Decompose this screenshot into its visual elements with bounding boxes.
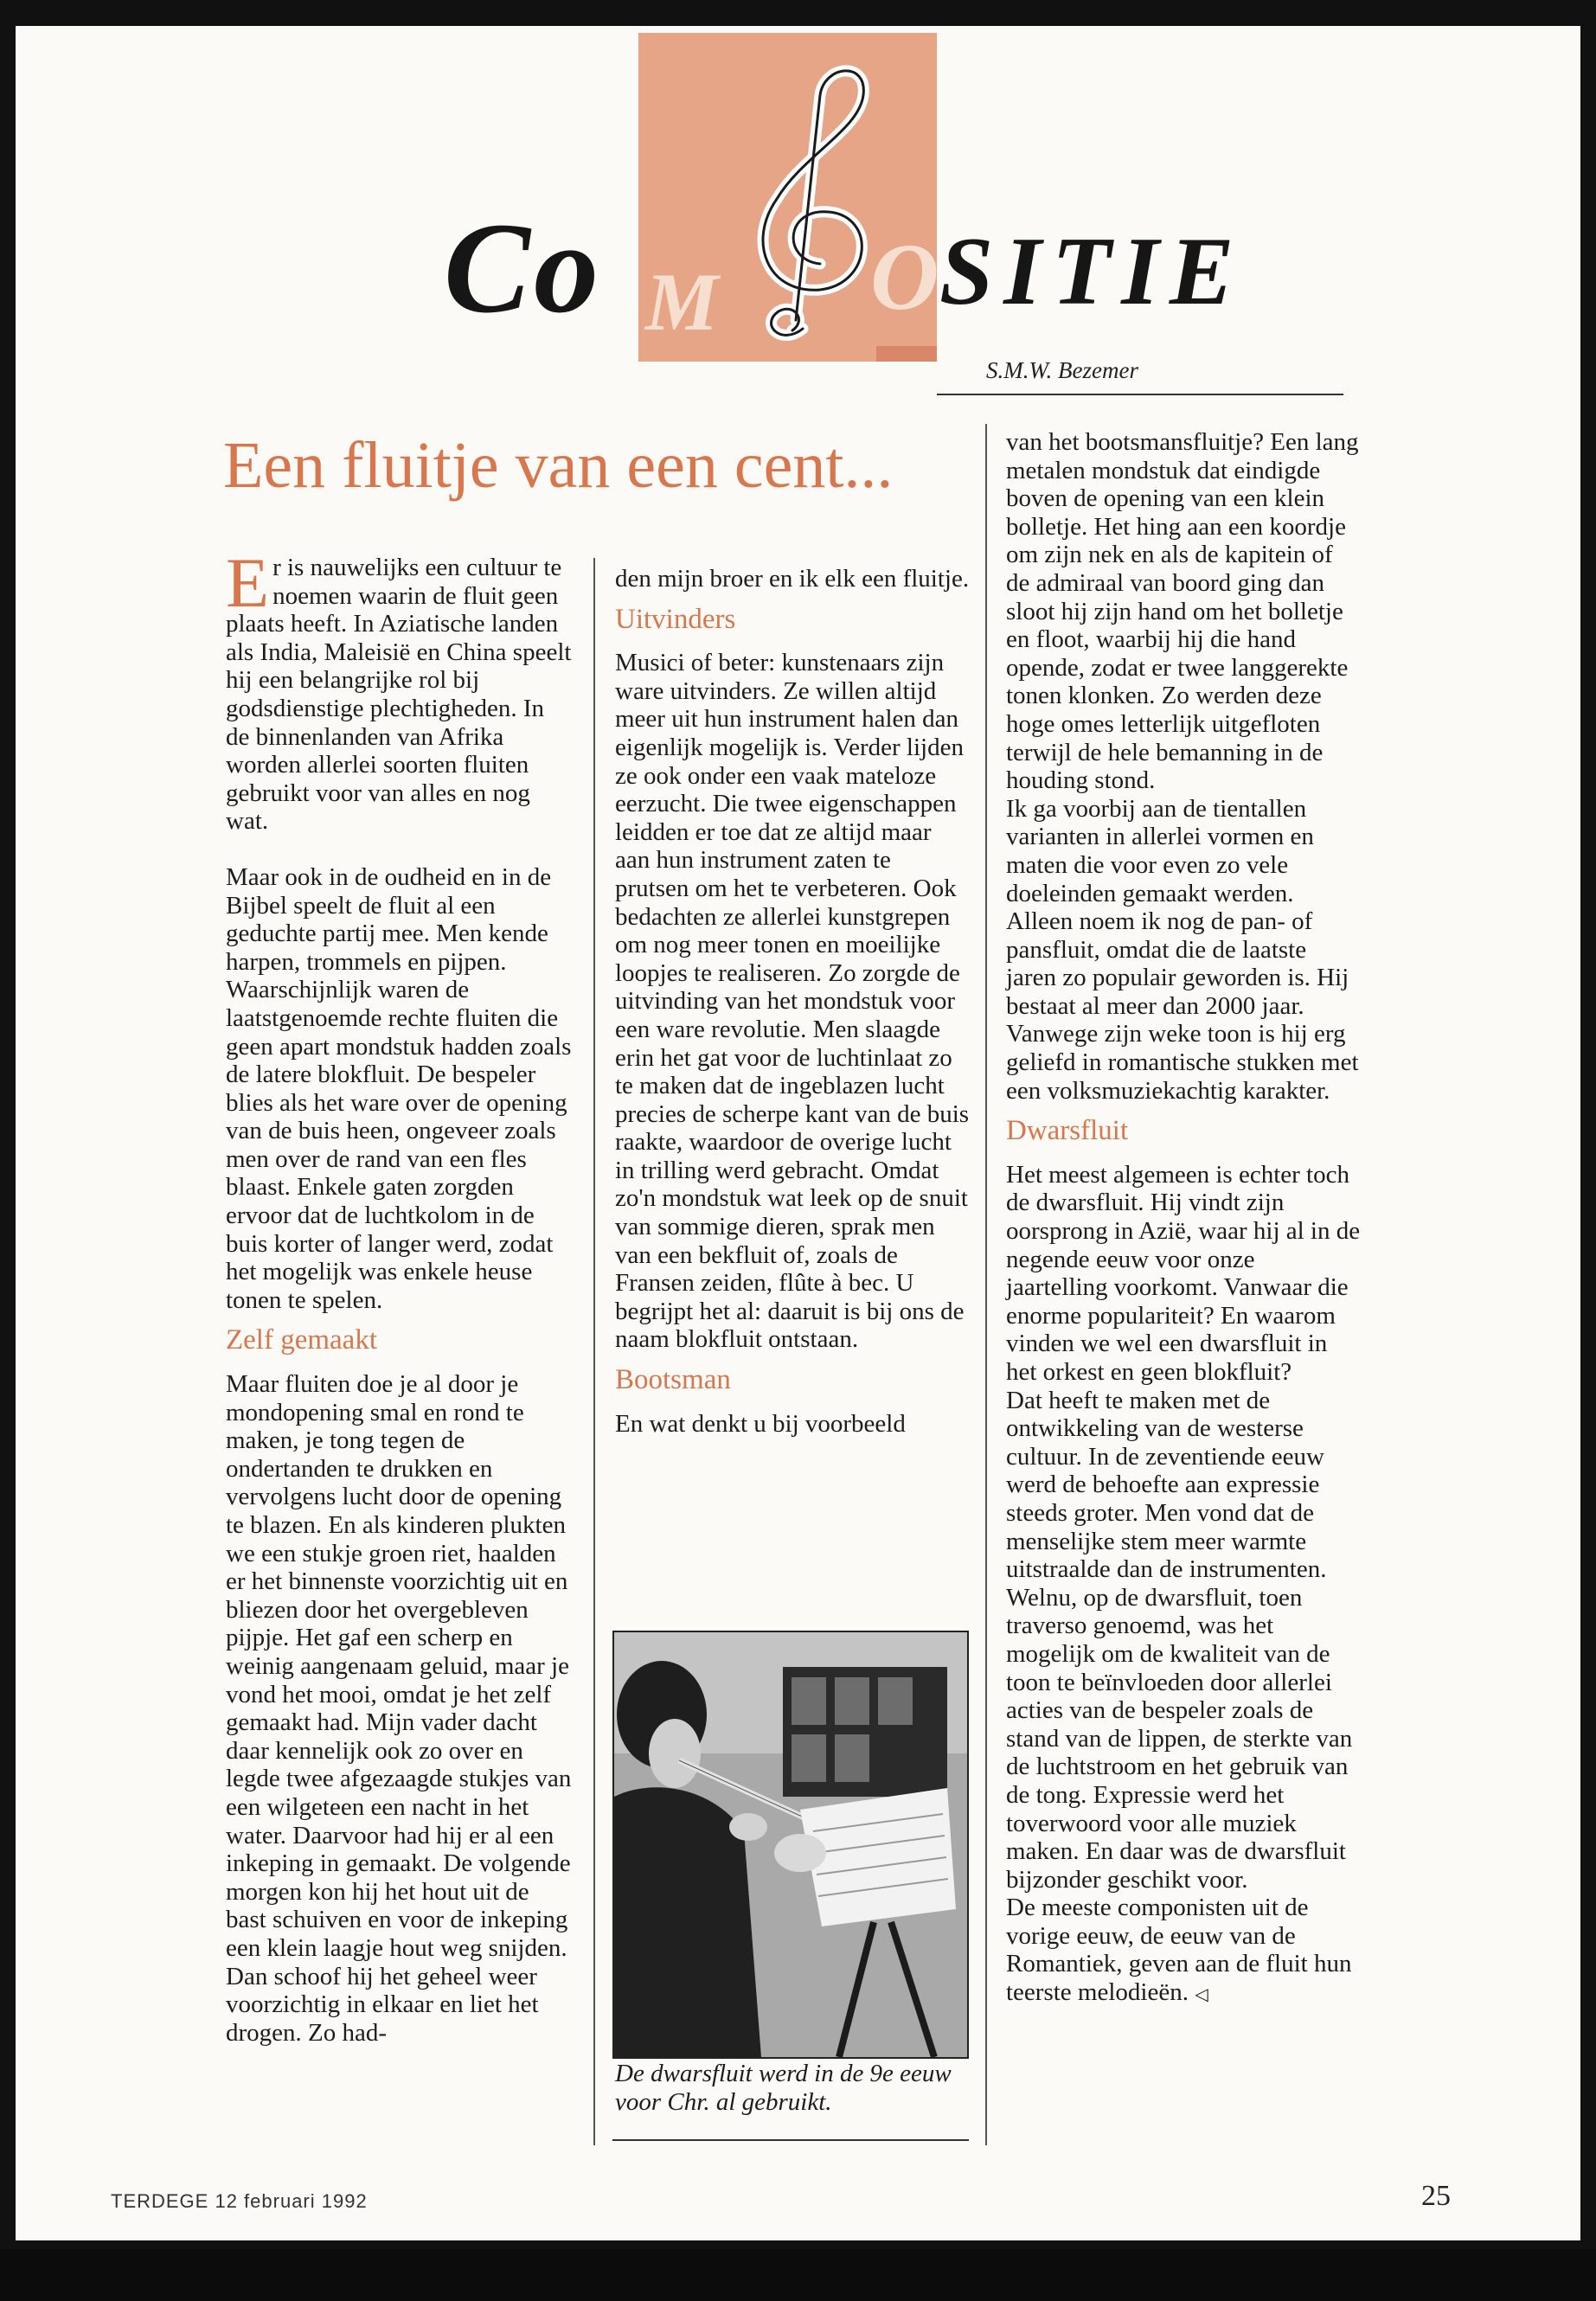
paragraph: Musici of beter: kunstenaars zijn ware uitvinders. Ze willen altijd meer uit hun instrument halen dan eigenlijk mogelijk is. Verder lijden ze ook onder een vaak mateloze eerzucht. Die twee eigenschappen leidden er toe dat ze altijd maar aan hun instrument zaten te prutsen om het te verbeteren. Ook bedachten ze allerlei kunstgrepen om nog meer tonen en moeilijke loopjes te realiseren. Zo zorgde de uitvinding van het mondstuk voor een ware revolutie. Men slaagde erin het gat voor de luchtinlaat zo te maken dat de ingeblazen lucht precies de scherpe kant van de buis raakte, waardoor de overige lucht in trilling werd gebracht. Omdat zo'n mondstuk wat leek op de snuit van sommige dieren, sprak men van een bekfluit of, zoals de Fransen zeiden, flûte à bec. U begrijpt het al: daaruit is bij ons de naam blokfluit ontstaan. — [615, 649, 970, 1354]
paragraph: Maar fluiten doe je al door je mondopening smal en rond te maken, je tong tegen de ondertanden te drukken en vervolgens lucht door de opening te blazen. En als kinderen plukten we een stukje groen riet, haalden er het binnenste voorzichtig uit en bliezen door het overgebleven pijpje. Het gaf een scherp en weinig aangenaam geluid, maar je vond het mooi, omdat je het zelf gemaakt had. Mijn vader dacht daar kennelijk ook zo over en legde twee afgezaagde stukjes van een wilgeteen een nacht in het water. Daarvoor had hij er al een inkeping in gemaakt. De volgende morgen kon hij het hout uit de bast schuiven en voor de inkeping een klein laagje hout weg snijden. Dan schoof hij het geheel weer voorzichtig in elkaar en liet het drogen. Zo had- — [226, 1370, 572, 2047]
paragraph — [226, 543, 572, 836]
column-divider — [985, 424, 987, 2145]
author-divider — [937, 394, 1343, 395]
author-byline: S.M.W. Bezemer — [986, 357, 1138, 383]
subheading-dwarsfluit: Dwarsfluit — [1006, 1115, 1129, 1147]
paragraph: Ik ga voorbij aan de tientallen varianten in allerlei vormen en maten die voor even zo vele doeleinden gemaakt werden. Alleen noem ik nog de pan- of pansfluit, omdat die de laatste jaren zo populair geworden is. Hij bestaat al meer dan 2000 jaar. Vanwege zijn weke toon is hij erg geliefd in romantische stukken met een volksmuziekachtig karakter. — [1006, 794, 1359, 1105]
subheading-bootsman: Bootsman — [615, 1364, 731, 1396]
flute-player-illustration — [614, 1632, 967, 2057]
paragraph: En wat denkt u bij voorbeeld — [615, 1409, 906, 1438]
column-3 — [1006, 428, 1361, 2009]
column-2 — [615, 565, 970, 1438]
title-part-m: M — [645, 256, 719, 348]
paragraph: Maar ook in de oudheid en in de Bijbel speelt de fluit al een geduchte partij mee. Men kende harpen, trommels en pijpen. Waarschijnlijk waren de laatstgenoemde rechte fluiten die geen apart mondstuk hadden zoals de latere blokfluit. De bespeler blies als het ware over de opening van de buis heen, ongeveer zoals men over de rand van een fles blaast. Enkele gaten zorgden ervoor dat de luchtkolom in de buis korter of langer werd, zodat het mogelijk was enkele heuse tonen te spelen. — [226, 862, 572, 1314]
drop-cap: E — [226, 543, 270, 622]
column-1 — [226, 543, 572, 2047]
paragraph — [1006, 1894, 1361, 2009]
subheading-uitvinders: Uitvinders — [615, 603, 736, 635]
treble-clef-icon — [699, 61, 898, 346]
flute-player-photo — [612, 1631, 969, 2059]
end-mark-icon: ◁ — [1195, 1985, 1208, 2005]
paragraph-text: r is nauwelijks een cultuur te noemen waarin de fluit geen plaats heeft. In Aziatische landen als India, Maleisië en China speelt hij een belangrijke rol bij godsdienstige plechtigheden. In de binnenlanden van Afrika worden allerlei soorten fluiten gebruikt voor van alles en nog wat. — [226, 554, 572, 836]
caption-divider — [612, 2139, 969, 2141]
photo-caption: De dwarsfluit werd in de 9e eeuw voor Chr. al gebruikt. — [615, 2060, 952, 2116]
page-number: 25 — [1421, 2180, 1451, 2212]
column-divider — [593, 558, 595, 2145]
paragraph: den mijn broer en ik elk een fluitje. — [615, 565, 970, 593]
title-part-sitie: SITIE — [939, 218, 1245, 325]
subheading-zelf-gemaakt: Zelf gemaakt — [226, 1324, 377, 1356]
scan-border — [0, 2249, 1596, 2301]
paragraph: van het bootsmansfluitje? Een lang metalen mondstuk dat eindigde boven de opening van een klein bolletje. Het hing aan een koordje om zijn nek en als de kapitein of de admiraal van boord ging dan sloot hij zijn hand om het bolletje en floot, waarbij hij die hand opende, zodat er twee langgerekte tonen klonken. Zo werden deze hoge omes letterlijk uitgefloten terwijl de hele bemanning in de houding stond. — [1006, 428, 1359, 795]
paragraph: Het meest algemeen is echter toch de dwarsfluit. Hij vindt zijn oorsprong in Azië, waar hij al in de negende eeuw voor onze jaartelling voorkomt. Vanwaar die enorme populariteit? En waarom vinden we wel een dwarsfluit in het orkest en geen blokfluit? — [1006, 1160, 1361, 1386]
title-part-o: O — [870, 224, 939, 330]
paragraph: Dat heeft te maken met de ontwikkeling van de westerse cultuur. In de zeventiende eeuw werd de behoefte aan expressie steeds groter. Men vond dat de menselijke stem meer warmte uitstraalde dan de instrumenten. Welnu, op de dwarsfluit, toen traverso genoemd, was het mogelijk om de kwaliteit van de toon te beïnvloeden door allerlei acties van de bespeler zoals de stand van de lippen, de sterkte van de luchtstroom en het gebruik van de tong. Expressie werd het toverwoord voor alle muziek maken. En daar was de dwarsfluit bijzonder geschikt voor. — [1006, 1386, 1353, 1894]
article-headline: Een fluitje van een cent... — [223, 429, 894, 502]
header-block-shade — [876, 346, 937, 362]
publication-footer: TERDEGE 12 februari 1992 — [111, 2190, 368, 2212]
title-part-co: Co — [444, 196, 603, 340]
paragraph-text: De meeste componisten uit de vorige eeuw, de eeuw van de Romantiek, geven aan de fluit hun teerste melodieën. — [1006, 1894, 1352, 2007]
magazine-page — [16, 26, 1580, 2240]
